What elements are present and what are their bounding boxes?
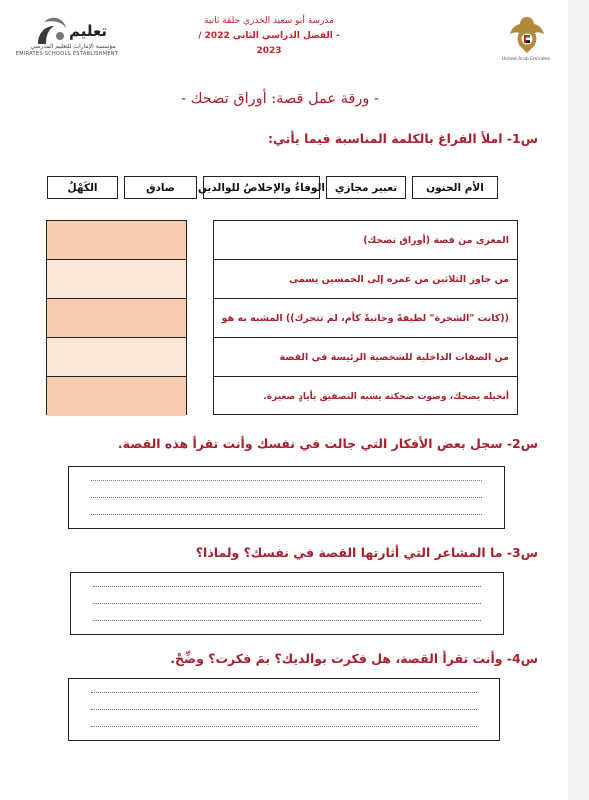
statement-row: من الصفات الداخلية للشخصية الرئيسة في القصة	[214, 338, 517, 377]
q1-prompt: س1- املأ الفراغ بالكلمة المناسبة فيما يأتي:	[268, 131, 538, 146]
word-bank-item: الأم الحنون	[412, 176, 498, 199]
answer-line	[91, 692, 477, 693]
answer-cell[interactable]	[47, 221, 186, 260]
school-term: - الفصل الدراسي الثاني 2022 / 2023	[198, 31, 340, 56]
answer-line	[91, 480, 482, 481]
statement-row: من جاوز الثلاثين من عمره إلى الخمسين يسمى	[214, 260, 517, 299]
uae-emblem-icon	[508, 14, 546, 58]
school-name: مدرسة أبو سعيد الخدري حلقة ثانية	[204, 16, 334, 26]
emblem-caption: United Arab Emirates	[501, 57, 551, 62]
statement-row: المغزى من قصة (أوراق تضحك)	[214, 221, 517, 260]
answer-line	[91, 709, 477, 710]
q4-answer-box[interactable]	[68, 678, 500, 741]
logo-word: تعليم	[68, 22, 108, 40]
q2-answer-box[interactable]	[68, 466, 505, 529]
worksheet-title: - ورقة عمل قصة: أوراق تضحك -	[181, 91, 379, 107]
statement-row: أتخيله يضحك، وصوت ضحكته يشبه التصفيق بأيادٍ صغيرة.	[263, 391, 509, 402]
school-header	[189, 14, 349, 59]
word-bank-item: تعبير مجازي	[326, 176, 406, 199]
word-bank-item: الكَهْلُ	[47, 176, 118, 199]
answer-line	[93, 603, 481, 604]
answer-line	[93, 586, 481, 587]
q4-prompt: س4- وأنت تقرأ القصة، هل فكرت بوالديك؟ بمَ فكرت؟ وضِّحْ.	[170, 651, 538, 666]
answer-line	[93, 620, 481, 621]
answer-line	[91, 497, 482, 498]
answer-cell[interactable]	[47, 377, 186, 416]
answer-cell[interactable]	[47, 299, 186, 338]
q2-prompt: س2- سجل بعض الأفكار التي جالت في نفسك وأنت تقرأ هذه القصة.	[117, 436, 538, 451]
logo-org-ar: مؤسسة الإمارات للتعليم المدرسي	[30, 43, 116, 50]
answer-line	[91, 726, 477, 727]
q3-answer-box[interactable]	[70, 572, 504, 635]
answers-column	[46, 220, 187, 415]
statement-row: ((كانت "الشجرة" لطيفةً وحانيةً كأم، لم تتحرك)) المشبه به هو	[214, 299, 517, 338]
answer-line	[91, 514, 482, 515]
word-bank-item: صادق	[124, 176, 197, 199]
answer-cell[interactable]	[47, 338, 186, 377]
logo-org-en: EMIRATES SCHOOLS ESTABLISHMENT	[15, 51, 119, 57]
q3-prompt: س3- ما المشاعر التي أثارتها القصة في نفسك؟ ولماذا؟	[195, 545, 538, 560]
answer-cell[interactable]	[47, 260, 186, 299]
word-bank-item: الوفاءُ والإخلاصُ للوالدين	[203, 176, 320, 199]
statements-column	[213, 220, 518, 415]
